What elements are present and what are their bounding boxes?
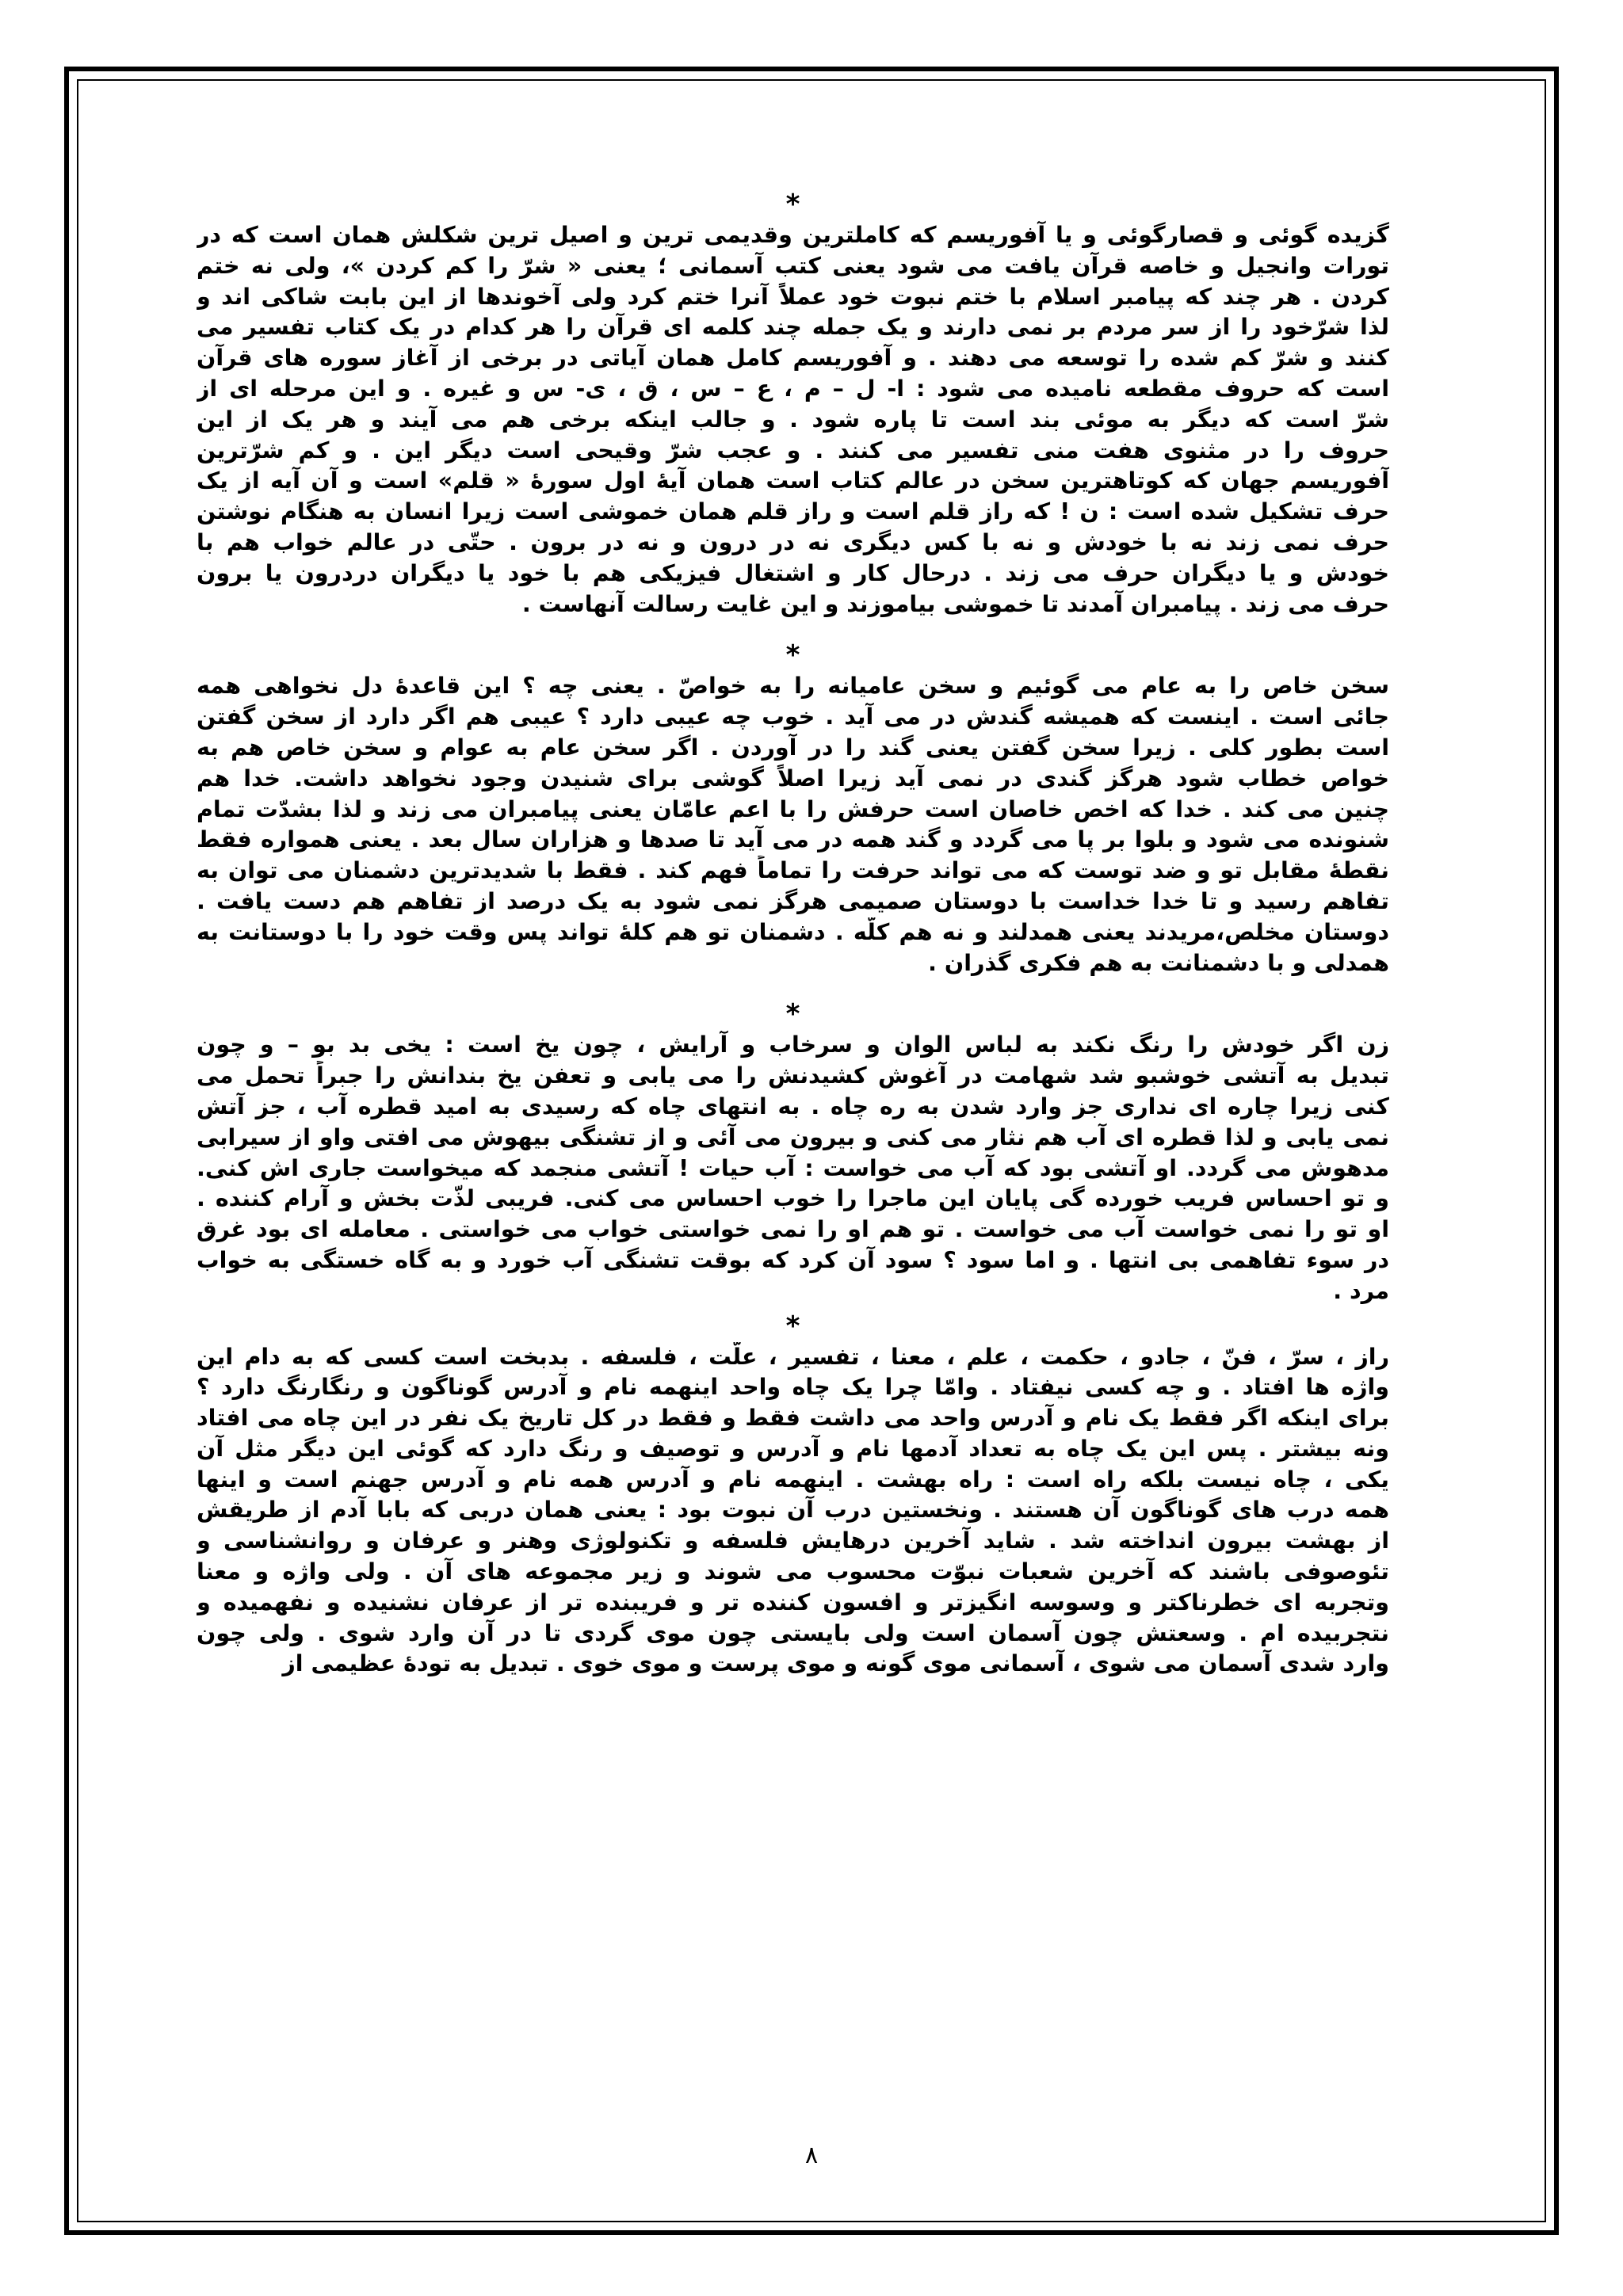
text-line: شنونده می شود و بلوا بر پا می گردد و گند همه در می آید تا صدها و هزاران سال بعد . یعنی همواره فقط <box>197 826 1389 853</box>
text-line: حرف می زند . پیامبران آمدند تا خموشی بیاموزند و این غایت رسالت آنهاست . <box>521 590 1389 617</box>
text-line: تبدیل به آتشی خوشبو شد شهامت در آغوش کشیدنش را می یابی و تعفن یخ بندانش را جبراً تحمل می <box>197 1062 1389 1089</box>
text-line: سخن خاص را به عام می گوئیم و سخن عامیانه را به خواصّ . یعنی چه ؟ این قاعدهٔ دل نخواهی همه <box>197 673 1389 700</box>
text-line: نتجربیده ام . وسعتش چون آسمان است ولی بایستی چون موی گردی تا در آن وارد شوی . ولی چون <box>197 1619 1389 1646</box>
section-separator: * <box>785 1310 800 1342</box>
text-line: لذا شرّخود را از سر مردم بر نمی دارند و یک جمله چند کلمه ای قرآن را هر کدام در یک کتاب تفسیر می <box>197 314 1389 341</box>
text-line: است بطور کلی . زیرا سخن گفتن یعنی گند را در آوردن . اگر سخن عام به عوام و سخن خاص هم به <box>197 734 1389 761</box>
section-separator: * <box>785 639 800 672</box>
text-line: زن اگر خودش را رنگ نکند به لباس الوان و سرخاب و آرایش ، چون یخ است : یخی بد بو – و چون <box>197 1032 1389 1058</box>
text-line: جائی است . اینست که همیشه گندش در می آید . خوب چه عیبی دارد ؟ عیبی هم اگر دارد از سخن گفتن <box>197 704 1389 730</box>
text-line: حرف تشکیل شده است : ن ! که راز قلم است و راز قلم همان خموشی است زیرا انسان به هنگام نوشتن <box>197 498 1389 525</box>
text-line: نقطهٔ مقابل تو و ضد توست که می تواند حرفت را تماماً فهم کند . فقط با شدیدترین دشمنان می توان به <box>197 857 1389 884</box>
section-separator: * <box>785 998 800 1031</box>
text-line: مرد . <box>1333 1277 1389 1304</box>
text-line: واژه ها افتاد . و چه کسی نیفتاد . وامّا چرا یک چاه واحد اینهمه نام و آدرس گوناگون و رنگارنگ دارد ؟ <box>197 1374 1389 1401</box>
paragraph-1 <box>197 220 1389 620</box>
text-line: و تو احساس فریب خورده گی پایان این ماجرا را خوب احساس می کنی. فریبی لذّت بخش و آرام کننده . <box>197 1185 1389 1212</box>
text-line: همه درب های گوناگون آن هستند . ونخستین درب آن نبوت بود : یعنی همان دربی که بابا آدم از طریقش <box>197 1497 1389 1524</box>
section-separator: * <box>785 189 800 220</box>
text-line: است که حروف مقطعه نامیده می شود : ا- ل – م ، ع – س ، ق ، ی- س و غیره . و این مرحله ای از <box>197 375 1389 402</box>
text-line: همدلی و با دشمنانت به هم فکری گذران . <box>928 949 1389 976</box>
text-line: تورات وانجیل و خاصه قرآن یافت می شود یعنی کتب آسمانی ؛ یعنی « شرّ را کم کردن »، ولی نه ختم <box>197 252 1389 279</box>
text-line: آفوریسم جهان که کوتاهترین سخن در عالم کتاب است همان آیهٔ اول سورهٔ « قلم» است و آن آیه از یک <box>197 467 1389 494</box>
text-line: حرف نمی زند نه با خودش و نه با کس دیگری نه در درون و نه در برون . حتّی در عالم خواب هم با <box>197 528 1389 555</box>
page-content <box>197 189 1389 1680</box>
text-line: دوستان مخلص،مریدند یعنی همدلند و نه هم کلّه . دشمنان تو هم کلهٔ تواند پس وقت خود را با دوستانت به <box>197 918 1389 945</box>
text-line: نمی یابی و لذا قطره ای آب هم نثار می کنی و بیرون می آئی و از تشنگی بیهوش می افتی واو از سیرابی <box>197 1123 1389 1150</box>
paragraph-2 <box>197 671 1389 978</box>
text-line: ونه بیشتر . پس این یک چاه به تعداد آدمها نام و آدرس و توصیف و رنگ دارد که گوئی این دیگر مثل آن <box>197 1435 1389 1462</box>
text-line: از بهشت بیرون انداخته شد . شاید آخرین درهایش فلسفه و تکنولوژی وهنر و عرفان و روانشناسی و <box>197 1527 1389 1554</box>
text-line: تئوصوفی باشند که آخرین شعبات نبوّت محسوب می شوند و زیر مجموعه های آن . ولی واژه و معنا <box>197 1558 1389 1585</box>
text-line: در سوء تفاهمی بی انتها . و اما سود ؟ سود آن کرد که بوقت تشنگی آب خورد و به گاه خستگی به خواب <box>197 1246 1389 1273</box>
text-line: وارد شدی آسمان می شوی ، آسمانی موی گونه و موی پرست و موی خوی . تبدیل به تودهٔ عظیمی از <box>282 1650 1389 1677</box>
text-line: شرّ است که دیگر به موئی بند است تا پاره شود . و جالب اینکه برخی هم می آیند و هر یک از این <box>197 406 1389 433</box>
text-line: مدهوش می گردد. او آتشی بود که آب می خواست : آب حیات ! آتشی منجمد که میخواست جاری اش کنی. <box>197 1154 1389 1181</box>
text-line: تفاهم رسید و تا خدا خداست با دوستان صمیمی هرگز نمی شود به یک درصد از تفاهم هم دست یافت . <box>197 887 1389 914</box>
paragraph-3 <box>197 1030 1389 1306</box>
text-line: کنی زیرا چاره ای نداری جز وارد شدن به ره چاه . به انتهای چاه که رسیدی به امید قطره آب ، جز آتش <box>197 1093 1389 1119</box>
text-line: گزیده گوئی و قصارگوئی و یا آفوریسم که کاملترین وقدیمی ترین و اصیل ترین شکلش همان است که در <box>197 222 1389 248</box>
text-line: وتجربه ای خطرناکتر و وسوسه انگیزتر و افسون کننده تر و فریبنده تر از عرفان نشنیده و نفهمیده و <box>197 1589 1389 1615</box>
text-line: راز ، سرّ ، فنّ ، جادو ، حکمت ، علم ، معنا ، تفسیر ، علّت ، فلسفه . بدبخت است کسی که به دام این <box>197 1343 1389 1370</box>
text-line: برای اینکه اگر فقط یک نام و آدرس واحد می داشت فقط و فقط در کل تاریخ یک نفر در این چاه می افتاد <box>197 1405 1389 1432</box>
text-line: یکی ، چاه نیست بلکه راه است : راه بهشت . اینهمه نام و آدرس همه نام و آدرس جهنم است و اینها <box>197 1466 1389 1493</box>
text-line: کردن . هر چند که پیامبر اسلام با ختم نبوت خود عملاً آنرا ختم کرد ولی آخوندها از این بابت شاکی اند و <box>197 283 1389 310</box>
text-line: چنین می کند . خدا که اخص خاصان است حرفش را با اعم عامّان یعنی پیامبران می زند و لذا بشدّت تمام <box>197 795 1389 822</box>
text-line: او تو را نمی خواست آب می خواست . تو هم او را نمی خواستی خواب می خواستی . معامله ای بود غرق <box>197 1216 1389 1243</box>
paragraph-4 <box>197 1342 1389 1680</box>
text-line: کنند و شرّ کم شده را توسعه می دهند . و آفوریسم کامل همان آیاتی در برخی از آغاز سوره های قرآن <box>197 345 1389 372</box>
text-line: خودش و یا دیگران حرف می زند . درحال کار و اشتغال فیزیکی هم با خود یا دیگران دردرون یا برون <box>197 559 1389 586</box>
text-line: حروف را در مثنوی هفت منی تفسیر می کنند . و عجب شرّ وقیحی است دیگر این . و کم شرّترین <box>197 437 1389 463</box>
text-line: خواص خطاب شود هرگز گندی در نمی آید زیرا اصلاً گوشی برای شنیدن وجود نخواهد داشت. خدا هم <box>197 765 1389 791</box>
page-number: ۸ <box>804 2142 819 2169</box>
